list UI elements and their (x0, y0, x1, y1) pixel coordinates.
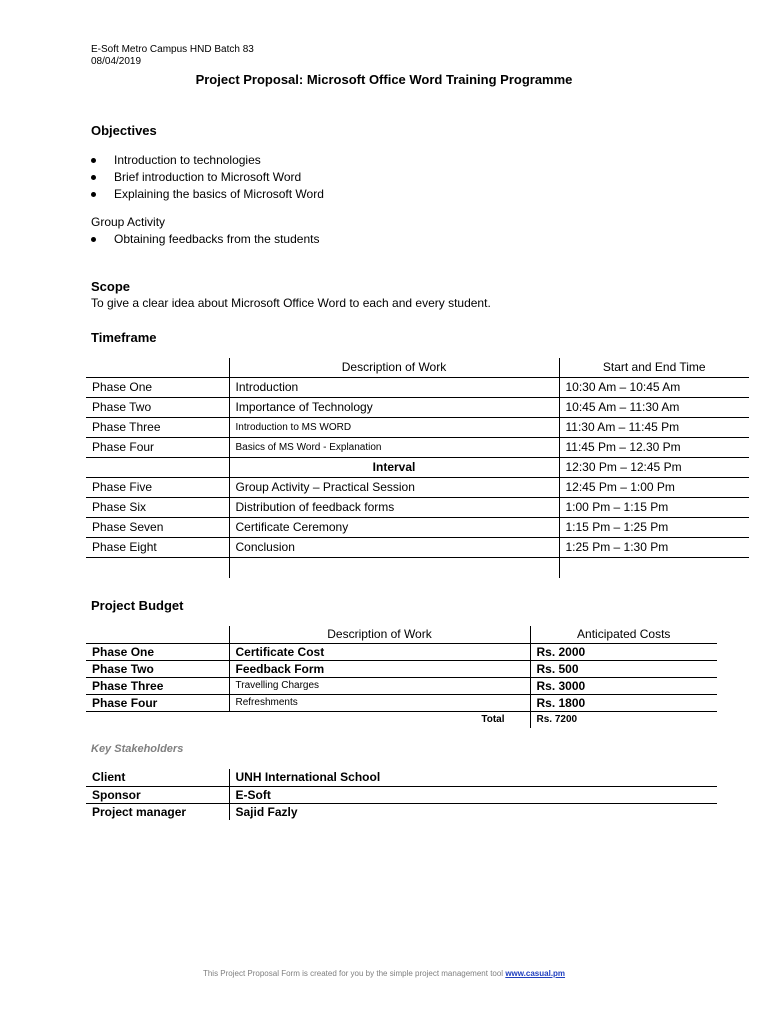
total-row (86, 711, 717, 728)
group-activity-label: Group Activity (91, 215, 166, 229)
table-row: Phase Four Basics of MS Word - Explanation 11:45 Pm – 12.30 Pm (86, 437, 749, 457)
table-row: Phase Four Refreshments Rs. 1800 (86, 694, 717, 711)
objectives-heading: Objectives (91, 123, 157, 138)
column-header-description: Description of Work (229, 358, 559, 377)
budget-heading: Project Budget (91, 598, 184, 613)
table-row: Phase Three Travelling Charges Rs. 3000 (86, 677, 717, 694)
group-activity-list (91, 231, 319, 248)
stakeholders-table (86, 769, 717, 820)
date-line: 08/04/2019 (91, 56, 142, 67)
bullet-icon (91, 237, 96, 242)
column-header-costs: Anticipated Costs (530, 626, 717, 643)
bullet-icon (91, 158, 96, 163)
table-row: Client UNH International School (86, 769, 717, 786)
list-item: Brief introduction to Microsoft Word (91, 169, 324, 186)
total-label: Total (481, 714, 505, 726)
table-row: Project manager Sajid Fazly (86, 803, 717, 820)
table-row: Phase Six Distribution of feedback forms 1:00 Pm – 1:15 Pm (86, 497, 749, 517)
document-title: Project Proposal: Microsoft Office Word Training Programme (195, 72, 573, 87)
table-header-row (86, 626, 717, 643)
table-row-empty (86, 557, 749, 578)
table-row: Phase One Certificate Cost Rs. 2000 (86, 643, 717, 660)
total-value: Rs. 7200 (530, 711, 717, 728)
footer (0, 969, 768, 978)
table-row: Phase Three Introduction to MS WORD 11:30 Am – 11:45 Pm (86, 417, 749, 437)
list-item: Obtaining feedbacks from the students (91, 231, 319, 248)
table-row: Phase Seven Certificate Ceremony 1:15 Pm – 1:25 Pm (86, 517, 749, 537)
table-header-row (86, 358, 749, 377)
stakeholders-heading: Key Stakeholders (91, 743, 184, 755)
list-item: Introduction to technologies (91, 152, 324, 169)
column-header-description: Description of Work (229, 626, 530, 643)
table-row: Phase One Introduction 10:30 Am – 10:45 Am (86, 377, 749, 397)
budget-table (86, 626, 717, 728)
table-row: Phase Eight Conclusion 1:25 Pm – 1:30 Pm (86, 537, 749, 557)
scope-heading: Scope (91, 279, 131, 294)
table-row: Sponsor E-Soft (86, 786, 717, 803)
footer-text: This Project Proposal Form is created for you by the simple project management tool (202, 969, 506, 978)
column-header-time: Start and End Time (559, 358, 749, 377)
list-item: Explaining the basics of Microsoft Word (91, 186, 324, 203)
bullet-icon (91, 175, 96, 180)
table-row: Phase Five Group Activity – Practical Session 12:45 Pm – 1:00 Pm (86, 477, 749, 497)
timeframe-heading: Timeframe (91, 330, 157, 345)
timeframe-table (86, 358, 749, 578)
table-row: Interval 12:30 Pm – 12:45 Pm (86, 457, 749, 477)
table-row: Phase Two Importance of Technology 10:45 Am – 11:30 Am (86, 397, 749, 417)
table-row: Phase Two Feedback Form Rs. 500 (86, 660, 717, 677)
campus-line: E-Soft Metro Campus HND Batch 83 (91, 44, 254, 55)
footer-link[interactable]: www.casual.pm (505, 969, 566, 978)
scope-text: To give a clear idea about Microsoft Office Word to each and every student. (91, 296, 491, 310)
bullet-icon (91, 192, 96, 197)
objectives-list (91, 152, 324, 203)
